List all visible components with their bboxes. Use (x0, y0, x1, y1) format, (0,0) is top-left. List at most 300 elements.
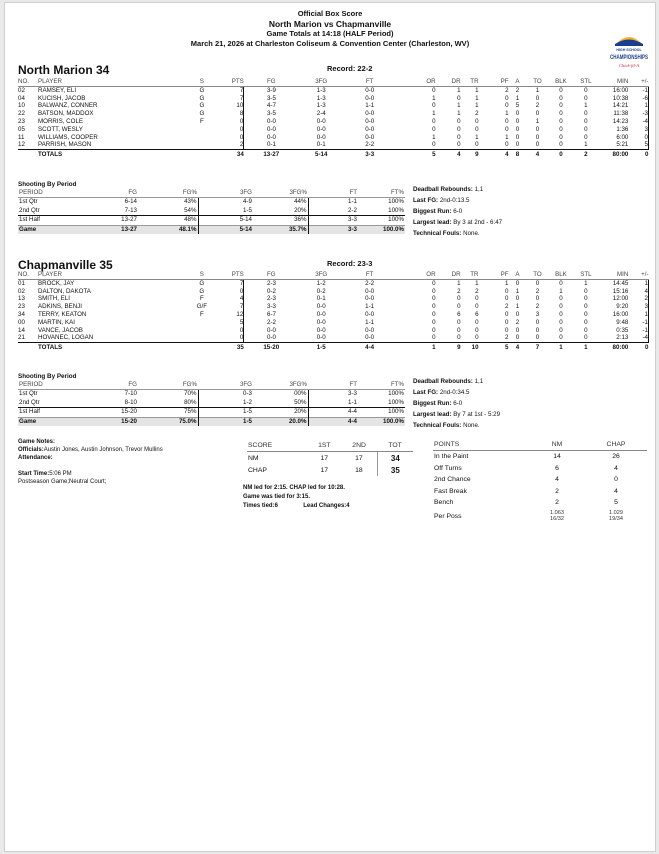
cell-s (188, 126, 216, 134)
game-notes-label: Game Notes: (18, 439, 56, 445)
points-label: Fast Break (434, 487, 467, 495)
biggest-run-label: Biggest Run: (413, 208, 452, 215)
period-cell-fg: 15-20 (78, 417, 138, 426)
period-cell-fg: 13-27 (78, 216, 138, 225)
points-nm: 14 (553, 453, 561, 460)
cell-stl: 1 (584, 102, 588, 110)
cell-name: BROCK, JAY (37, 279, 75, 287)
totals-or: 5 (396, 150, 436, 160)
cell-name: DALTON, DAKOTA (37, 287, 91, 295)
cell-stl: 0 (584, 295, 588, 303)
cell-s: G (199, 279, 205, 287)
cell-min: 5:21 (616, 141, 629, 149)
away-period-header (18, 381, 405, 390)
home-record: Record: 22-2 (327, 64, 373, 73)
cell-name: ADKINS, BENJI (37, 303, 82, 311)
period-cell-ftp: 100% (358, 408, 405, 417)
points-column-header: POINTS (433, 439, 529, 451)
score-team: NM (248, 454, 259, 462)
cell-tr: 1 (475, 102, 479, 110)
cell-ft: 0-0 (365, 295, 375, 303)
cell-pts: 0 (216, 334, 244, 342)
player-row (18, 311, 649, 319)
away-notes (413, 376, 500, 431)
cell-ft: 0-0 (365, 117, 375, 125)
period-cell-period: Game (18, 225, 78, 234)
tech-fouls-label: Technical Fouls: (413, 230, 462, 237)
period-cell-fg3: 1-2 (198, 399, 253, 408)
column-header: FG (244, 78, 299, 86)
period-cell-fg3: 5-14 (198, 225, 253, 234)
player-row (18, 295, 649, 303)
totals-ft: 4-4 (344, 343, 396, 353)
cell-name: KUCISH, JACOB (37, 94, 86, 102)
cell-fg: 0-1 (267, 141, 276, 149)
home-largest-lead: By 3 at 2nd - 6:47 (453, 219, 503, 226)
column-header: 3FG (299, 78, 344, 86)
player-row (18, 319, 649, 327)
player-row (18, 118, 649, 126)
cell-to: 0 (535, 326, 540, 334)
attendance-label: Attendance: (18, 455, 53, 461)
period-cell-ft: 1-1 (308, 399, 358, 408)
cell-pf: 0 (505, 117, 509, 125)
period-cell-ftp: 100.0% (358, 225, 405, 234)
totals-pf: 5 (479, 343, 509, 353)
per-poss-nm-value: 1.063 (550, 509, 564, 516)
cell-fg3: 0-0 (316, 303, 326, 311)
half-row (18, 408, 405, 417)
cell-fg3: 0-0 (316, 310, 326, 318)
score-row (247, 464, 413, 476)
cell-or: 0 (432, 310, 436, 318)
half-row (18, 216, 405, 225)
totals-or: 1 (396, 343, 436, 353)
cell-pts: 0 (216, 118, 244, 126)
last-fg-label: Last FG: (413, 389, 439, 396)
period-cell-fg3p: 20% (253, 408, 308, 417)
report-header (5, 9, 655, 49)
column-header: A (509, 78, 527, 86)
cell-pm: 5 (628, 141, 648, 149)
period-cell-fg: 13-27 (78, 225, 138, 234)
cell-fg: 3-3 (267, 303, 276, 311)
player-row (18, 141, 649, 149)
period-cell-ft: 4-4 (308, 417, 358, 426)
totals-dr: 4 (436, 150, 461, 160)
cell-dr: 6 (457, 310, 461, 318)
lead-changes-label: Lead Changes: (303, 503, 347, 509)
period-column-header: FG (78, 189, 138, 198)
period-column-header: FT (308, 189, 358, 198)
totals-a: 8 (509, 150, 527, 160)
cell-min: 6:00 (616, 133, 629, 141)
points-chap: 4 (614, 464, 618, 472)
period-cell-fg3p: 20% (294, 206, 307, 214)
cell-pts: 0 (216, 126, 244, 134)
cell-pf: 1 (505, 133, 509, 141)
cell-fg3: 2-4 (316, 110, 326, 118)
period-cell-fg3: 5-14 (198, 216, 253, 225)
cell-pts: 0 (216, 327, 244, 335)
cell-to: 0 (535, 110, 540, 118)
cell-pts: 7 (216, 86, 244, 94)
points-header-row (433, 439, 647, 451)
period-cell-fgp: 80% (184, 398, 197, 406)
lead-summary (243, 484, 350, 511)
times-tied-value: 6 (274, 503, 278, 509)
cell-a: 0 (515, 117, 520, 125)
cell-or: 0 (432, 117, 436, 125)
cell-ft: 2-2 (365, 279, 375, 287)
home-tech-fouls: None. (463, 230, 480, 237)
points-nm: 2 (555, 499, 559, 507)
totals-dr: 9 (436, 343, 461, 353)
period-cell-fg3p: 36% (253, 216, 308, 225)
totals-pts: 35 (216, 343, 244, 353)
cell-pts: 7 (216, 279, 244, 287)
start-time-value: 5:06 PM (49, 471, 72, 477)
score-total: 35 (377, 464, 413, 476)
cell-a: 0 (515, 141, 520, 149)
cell-ft: 0-0 (365, 334, 375, 342)
column-header: MIN (598, 271, 628, 279)
cell-a: 2 (515, 86, 520, 94)
cell-fg3: 0-0 (316, 117, 326, 125)
points-row (433, 474, 647, 486)
away-team-title: Chapmanville 35 (18, 258, 113, 272)
cell-no: 23 (18, 117, 25, 125)
cell-fg: 0-0 (267, 326, 276, 334)
away-record: Record: 23-3 (327, 259, 373, 268)
score-q2: 17 (355, 454, 363, 462)
cell-s: F (199, 310, 204, 318)
cell-pm: -4 (628, 118, 648, 126)
points-chap: 4 (614, 487, 618, 495)
cell-pm: 0 (628, 134, 648, 142)
cell-pf: 0 (505, 125, 509, 133)
cell-pm: 4 (628, 288, 648, 296)
home-biggest-run: 6-0 (453, 208, 463, 215)
cell-to: 1 (535, 117, 540, 125)
cell-ft: 0-0 (365, 287, 375, 295)
period-cell-period: 1st Qtr (19, 198, 38, 206)
points-table (433, 439, 647, 524)
totals-min: 80:00 (598, 343, 628, 353)
cell-pf: 0 (505, 318, 509, 326)
period-cell-fg3: 0-3 (198, 390, 253, 399)
cell-fg: 2-3 (267, 279, 276, 287)
column-header: 3FG (299, 271, 344, 279)
player-row (18, 95, 649, 103)
cell-no: 05 (18, 125, 25, 133)
cell-no: 04 (18, 94, 25, 102)
period-cell-fgp: 54% (184, 206, 197, 214)
totals-to: 7 (526, 343, 548, 353)
totals-blk: 1 (548, 343, 573, 353)
cell-blk: 0 (559, 318, 563, 326)
cell-pf: 0 (505, 326, 509, 334)
svg-text:Chick-fil-A: Chick-fil-A (619, 63, 639, 68)
game-row (18, 225, 405, 234)
cell-fg: 4-7 (267, 102, 276, 110)
championships-logo (609, 31, 649, 75)
column-header: TR (461, 78, 479, 86)
cell-blk: 0 (559, 326, 563, 334)
points-chap: 26 (612, 453, 620, 460)
period-column-header: 3FG% (253, 189, 308, 198)
cell-stl: 0 (584, 334, 588, 342)
cell-s (188, 334, 216, 342)
deadball-label: Deadball Rebounds: (413, 378, 473, 385)
cell-blk: 0 (559, 110, 563, 118)
period-cell-ft: 1-1 (308, 198, 358, 207)
totals-row (18, 343, 649, 353)
cell-min: 16:00 (612, 310, 629, 318)
cell-name: SMITH, ELI (37, 295, 70, 303)
player-row (18, 303, 649, 311)
score-by-period-table (247, 439, 413, 476)
cell-s (188, 141, 216, 149)
times-tied-label: Times tied: (243, 503, 275, 509)
cell-or: 0 (432, 102, 436, 110)
cell-blk: 0 (559, 310, 563, 318)
period-cell-ftp: 100.0% (358, 417, 405, 426)
points-chap: 0 (614, 476, 618, 484)
cell-ft: 2-2 (365, 141, 375, 149)
score-q1: 17 (320, 454, 329, 462)
cell-a: 0 (515, 326, 520, 334)
tech-fouls-label: Technical Fouls: (413, 422, 462, 429)
cell-tr: 6 (475, 310, 479, 318)
score-team: CHAP (248, 466, 267, 474)
cell-no: 23 (18, 303, 25, 311)
cell-a: 1 (515, 303, 520, 311)
cell-to: 0 (535, 133, 540, 141)
totals-no (18, 343, 38, 353)
column-header: PTS (216, 271, 244, 279)
totals-s (188, 150, 216, 160)
cell-fg: 0-2 (267, 287, 276, 295)
totals-pf: 4 (479, 150, 509, 160)
column-header: PF (479, 271, 509, 279)
cell-s: G (199, 110, 205, 118)
points-nm: 2 (555, 487, 559, 495)
period-cell-ft: 4-4 (308, 408, 358, 417)
column-header: BLK (548, 271, 573, 279)
cell-pm: 1 (628, 279, 648, 287)
totals-pm: 0 (628, 343, 648, 353)
player-row (18, 102, 649, 110)
cell-or: 0 (432, 334, 436, 342)
cell-dr: 0 (457, 133, 461, 141)
period-cell-ft: 2-2 (308, 207, 358, 216)
points-label: Off Turns (434, 464, 462, 472)
period-cell-fg: 6-14 (124, 198, 137, 206)
cell-no: 02 (18, 287, 25, 295)
cell-no: 00 (18, 318, 25, 326)
lead-line-1: NM led for 2:15. CHAP led for 10:28. (243, 485, 345, 491)
column-header: TO (526, 271, 548, 279)
cell-dr: 0 (457, 318, 461, 326)
cell-name: BALWANZ, CONNER (37, 102, 98, 110)
period-row (18, 198, 405, 207)
cell-stl: 0 (584, 94, 588, 102)
column-header: FT (344, 271, 396, 279)
totals-tr: 9 (461, 150, 479, 160)
svg-text:HIGH SCHOOL: HIGH SCHOOL (616, 48, 642, 52)
cell-or: 1 (432, 133, 436, 141)
totals-min: 80:00 (598, 150, 628, 160)
column-header: S (188, 78, 216, 86)
cell-dr: 1 (457, 86, 461, 94)
cell-pf: 0 (505, 141, 509, 149)
per-poss-chap-ratio: 19/34 (609, 516, 623, 523)
away-header-row (18, 271, 649, 279)
period-cell-fgp: 75% (138, 408, 198, 417)
cell-fg: 0-0 (267, 125, 276, 133)
period-column-header: 3FG (198, 189, 253, 198)
points-label: 2nd Chance (434, 476, 471, 484)
period-cell-fgp: 48% (138, 216, 198, 225)
cell-blk: 0 (559, 102, 563, 110)
cell-pf: 0 (505, 102, 509, 110)
period-cell-fg3p: 00% (294, 390, 307, 398)
cell-no: 10 (18, 102, 25, 110)
period-cell-fg3: 1-5 (198, 408, 253, 417)
last-fg-label: Last FG: (413, 197, 439, 204)
cell-blk: 0 (559, 303, 563, 311)
period-cell-period: 2nd Qtr (19, 206, 40, 214)
cell-blk: 0 (559, 86, 563, 94)
cell-stl: 0 (584, 86, 588, 94)
officials-value: Austin Jones, Austin Johnson, Trevor Mullins (43, 447, 163, 453)
totals-fg3: 1-5 (299, 343, 344, 353)
cell-pts: 8 (216, 110, 244, 118)
cell-no: 22 (18, 110, 25, 118)
cell-no: 01 (18, 279, 25, 287)
totals-name: TOTALS (38, 150, 188, 160)
cell-stl: 0 (584, 133, 588, 141)
cell-dr: 1 (457, 110, 461, 118)
period-cell-fgp: 43% (184, 198, 197, 206)
period-cell-period: 1st Half (18, 408, 78, 417)
cell-ft: 0-0 (365, 94, 375, 102)
period-cell-period: Game (18, 417, 78, 426)
cell-stl: 1 (584, 141, 588, 149)
home-team-title: North Marion 34 (18, 63, 110, 77)
cell-stl: 0 (584, 326, 588, 334)
cell-min: 12:00 (612, 295, 629, 303)
score-column-header: 1ST (308, 439, 341, 452)
cell-pts: 0 (216, 134, 244, 142)
column-header: DR (436, 78, 461, 86)
lead-changes-value: 4 (346, 503, 350, 509)
cell-fg: 3-5 (267, 94, 276, 102)
period-cell-ftp: 100% (358, 216, 405, 225)
lead-line-2: Game was tied for 3:15. (243, 494, 311, 500)
cell-to: 1 (535, 86, 540, 94)
game-notes (18, 438, 163, 486)
cell-no: 02 (18, 86, 25, 94)
column-header: STL (573, 78, 598, 86)
home-period-table (18, 189, 405, 234)
cell-no: 11 (18, 133, 25, 141)
cell-blk: 0 (559, 141, 563, 149)
period-column-header: PERIOD (18, 189, 78, 198)
away-last-fg: 2nd-0:34.5 (439, 389, 470, 396)
cell-a: 2 (515, 318, 520, 326)
cell-pf: 0 (505, 310, 509, 318)
cell-to: 0 (535, 334, 540, 342)
cell-a: 0 (515, 133, 520, 141)
largest-lead-label: Largest lead: (413, 411, 452, 418)
biggest-run-label: Biggest Run: (413, 400, 452, 407)
period-cell-fg3p: 35.7% (253, 225, 308, 234)
away-shooting-title: Shooting By Period (18, 373, 77, 380)
game-row (18, 417, 405, 426)
cell-name: BATSON, MADDOX (37, 110, 94, 118)
cell-name: TERRY, KEATON (37, 310, 87, 318)
per-poss-label: Per Poss (434, 512, 462, 520)
cell-pm: 1 (628, 311, 648, 319)
cell-fg3: 0-0 (316, 125, 326, 133)
totals-fg: 13-27 (244, 150, 299, 160)
cell-blk: 0 (559, 94, 563, 102)
cell-or: 0 (432, 86, 436, 94)
cell-min: 10:38 (612, 94, 629, 102)
column-header: NO. (18, 78, 38, 86)
cell-fg: 0-0 (267, 334, 276, 342)
column-header: PLAYER (38, 271, 188, 279)
cell-tr: 2 (475, 287, 479, 295)
cell-fg3: 1-2 (316, 279, 326, 287)
cell-s: G (199, 94, 205, 102)
cell-ft: 1-1 (365, 303, 375, 311)
period-cell-fg3p: 44% (294, 198, 307, 206)
period-column-header: FT (308, 381, 358, 390)
player-row (18, 110, 649, 118)
cell-name: PARRISH, MASON (37, 141, 92, 149)
svg-text:CHAMPIONSHIPS: CHAMPIONSHIPS (610, 55, 648, 61)
cell-to: 0 (535, 125, 540, 133)
column-header: STL (573, 271, 598, 279)
player-row (18, 126, 649, 134)
cell-dr: 0 (457, 141, 461, 149)
cell-tr: 0 (475, 141, 479, 149)
cell-blk: 0 (559, 334, 563, 342)
cell-fg3: 0-2 (316, 287, 326, 295)
per-poss-nm-ratio: 16/32 (550, 516, 564, 523)
cell-s (188, 327, 216, 335)
cell-no: 34 (18, 310, 25, 318)
cell-name: VANCE, JACOB (37, 326, 83, 334)
period-cell-fgp: 75.0% (138, 417, 198, 426)
score-column-header: 2ND (341, 439, 377, 452)
period-column-header: FG (78, 381, 138, 390)
per-poss-chap (585, 509, 647, 524)
cell-name: RAMSEY, ELI (37, 86, 77, 94)
cell-to: 3 (535, 310, 540, 318)
cell-name: SCOTT, WESLY (37, 125, 83, 133)
points-row (433, 497, 647, 509)
cell-s: G (199, 287, 205, 295)
score-column-header: SCORE (247, 439, 308, 452)
cell-or: 0 (432, 295, 436, 303)
away-box-table (18, 271, 649, 352)
cell-or: 0 (432, 287, 436, 295)
cell-tr: 2 (475, 110, 479, 118)
